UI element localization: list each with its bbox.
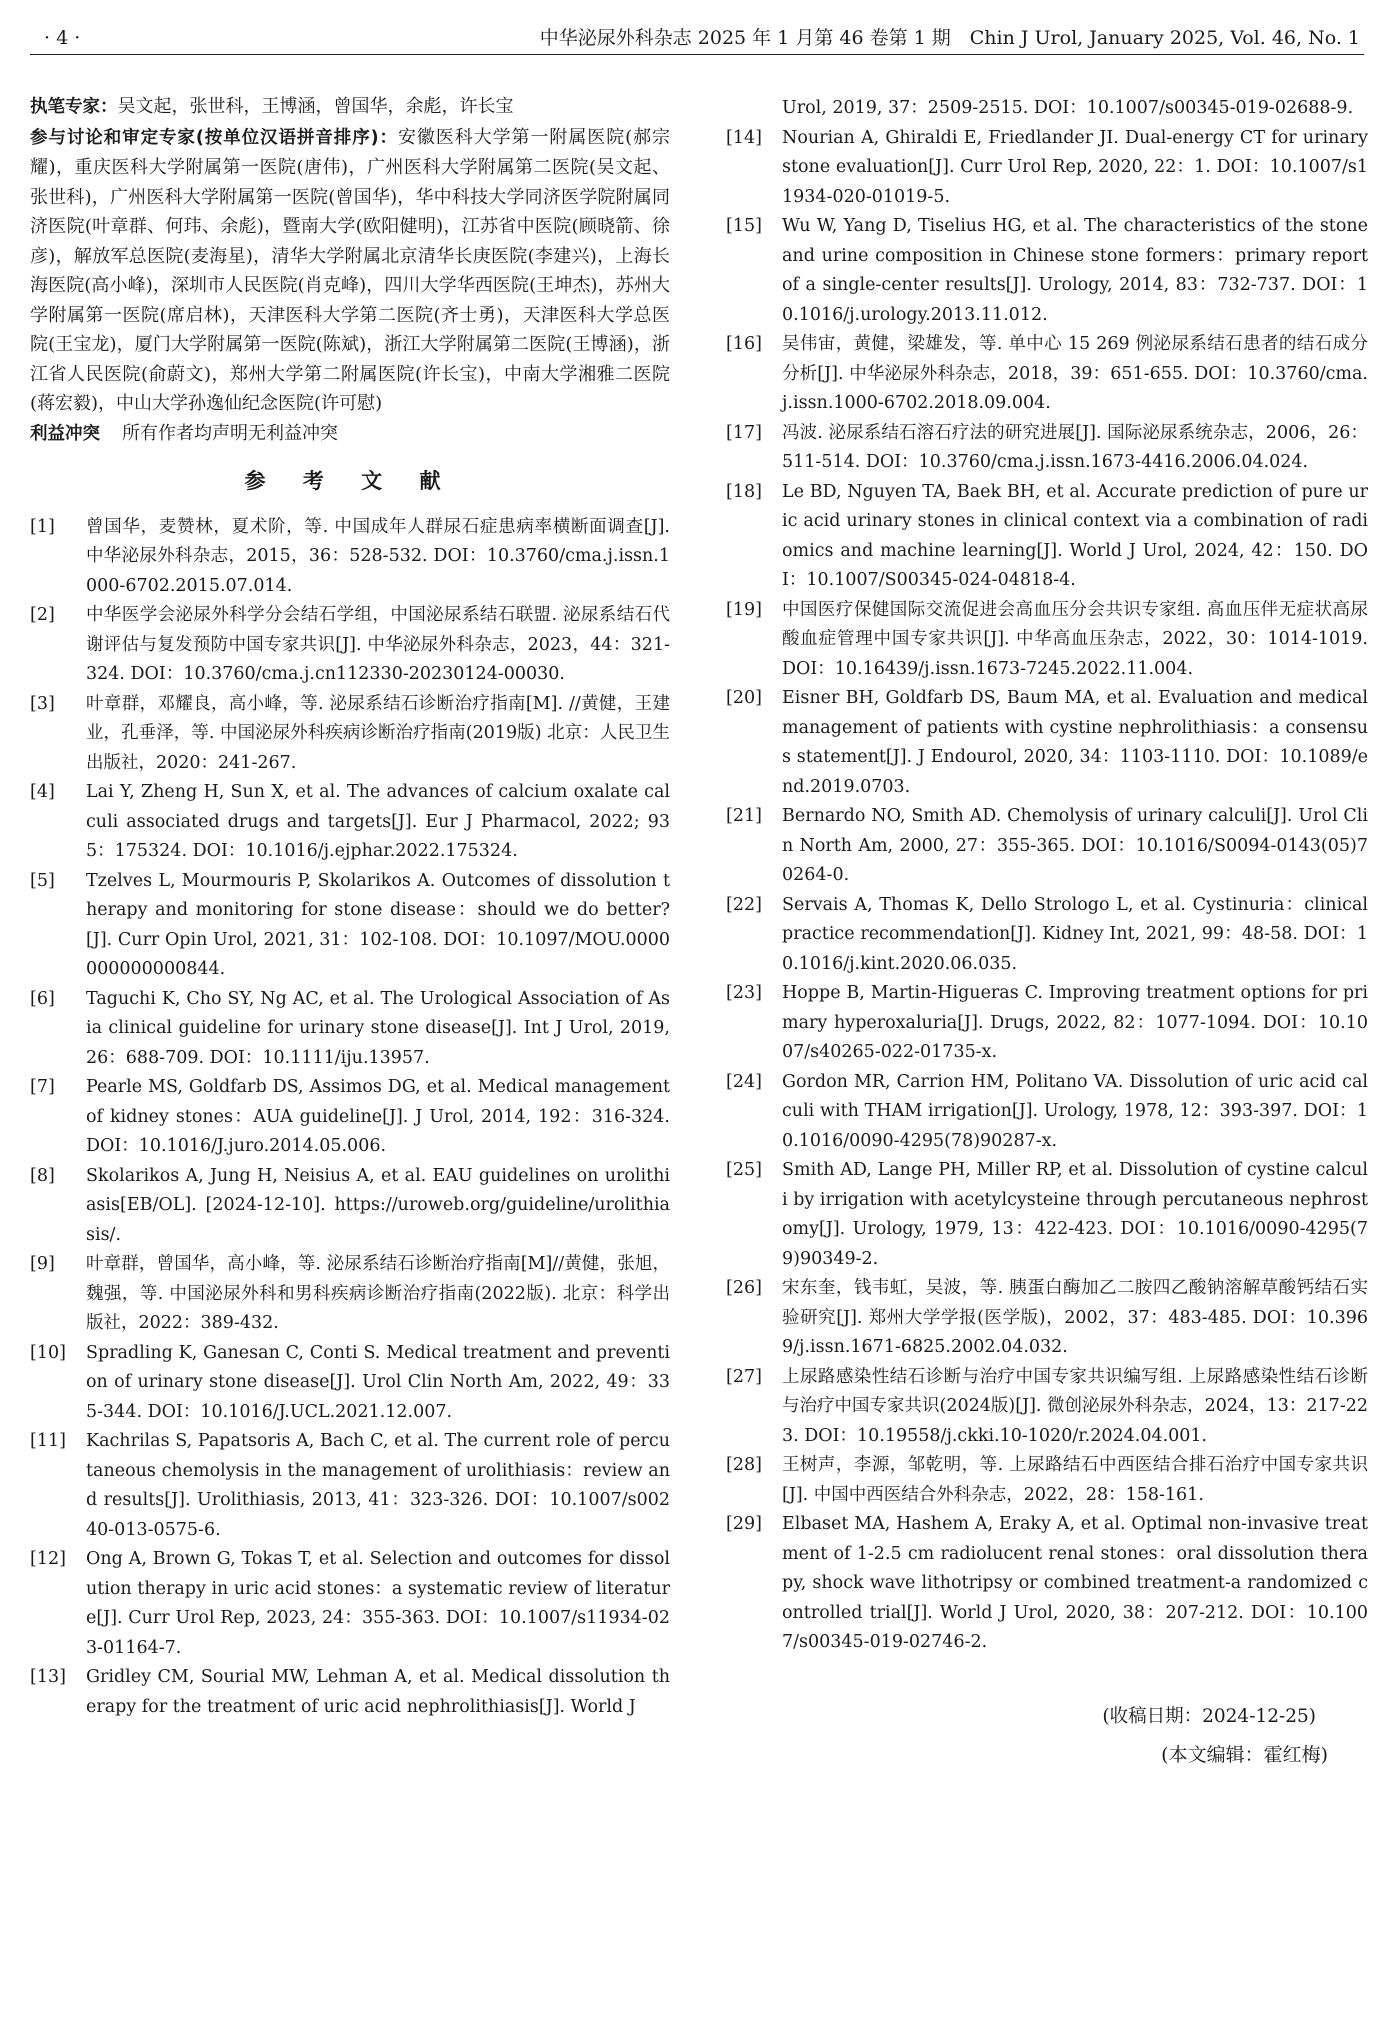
reference-list-right [726, 94, 1368, 1658]
reference-text: 曾国华，麦赞林，夏术阶，等. 中国成年人群尿石症患病率横断面调查[J]. 中华泌尿外科杂志，2015，36：528-532. DOI：10.3760/cma.j.issn.1000-6702.2015.07.014. [86, 516, 670, 596]
reference-number: [10] [30, 1342, 66, 1363]
reference-text: Tzelves L, Mourmouris P, Skolarikos A. Outcomes of dissolution therapy and monitoring for stone disease：should we do better? [J]. Curr Opin Urol, 2021, 31：102-108. DOI：10.1097/MOU.0000000000000844. [86, 870, 670, 979]
reference-item [30, 1073, 670, 1162]
reference-item [726, 1274, 1368, 1363]
reference-text: 吴伟宙，黄健，梁雄发，等. 单中心 15 269 例泌尿系结石患者的结石成分分析[J]. 中华泌尿外科杂志，2018，39：651-655. DOI：10.3760/cma.j.issn.1000-6702.2018.09.004. [782, 334, 1368, 413]
reference-text: Skolarikos A, Jung H, Neisius A, et al. EAU guidelines on urolithiasis[EB/OL]. [2024-12-10]. https://uroweb.org/guideline/urolithiasis/. [86, 1165, 670, 1245]
editor-note: (本文编辑：霍红梅) [1161, 1743, 1328, 1766]
reference-number: [21] [726, 806, 762, 826]
reference-number: [20] [726, 688, 762, 708]
reference-number: [8] [30, 1165, 55, 1186]
reference-text: Urol, 2019, 37：2509-2515. DOI：10.1007/s00345-019-02688-9. [782, 98, 1354, 118]
conflict-paragraph [30, 419, 670, 450]
reviewers-label: 参与讨论和审定专家(按单位汉语拼音排序)： [30, 127, 398, 148]
reference-item [726, 891, 1368, 980]
reference-text: Smith AD, Lange PH, Miller RP, et al. Dissolution of cystine calculi by irrigation with acetylcysteine through percutaneous nephrostomy[J]. Urology, 1979, 13：422-423. DOI：10.1016/0090-4295(79)90349-2. [782, 1160, 1368, 1269]
reference-number: [28] [726, 1455, 762, 1475]
reference-text: Gridley CM, Sourial MW, Lehman A, et al. Medical dissolution therapy for the treatment of uric acid nephrolithiasis[J]. World J [86, 1667, 670, 1717]
reference-item [30, 867, 670, 985]
page-number: · 4 · [44, 27, 81, 49]
reference-number: [14] [726, 127, 762, 148]
reference-text: Le BD, Nguyen TA, Baek BH, et al. Accurate prediction of pure uric acid urinary stones in clinical context via a combination of radiomics and machine learning[J]. World J Urol, 2024, 42：150. DOI：10.1007/S00345-024-04818-4. [782, 481, 1368, 590]
reference-text: Pearle MS, Goldfarb DS, Assimos DG, et al. Medical management of kidney stones：AUA guideline[J]. J Urol, 2014, 192：316-324. DOI：10.1016/J.juro.2014.05.006. [86, 1077, 670, 1156]
references-heading: 参 考 文 献 [244, 469, 456, 493]
reference-number: [13] [30, 1667, 66, 1687]
reference-number: [1] [30, 516, 55, 537]
reference-text: Lai Y, Zheng H, Sun X, et al. The advances of calcium oxalate calculi associated drugs and targets[J]. Eur J Pharmacol, 2022; 935：175324. DOI：10.1016/j.ejphar.2022.175324. [86, 782, 670, 861]
reference-item [726, 1510, 1368, 1658]
writers-label: 执笔专家： [30, 97, 118, 117]
reference-text: 叶章群，邓耀良，高小峰，等. 泌尿系结石诊断治疗指南[M]. //黄健，王建业，孔垂泽，等. 中国泌尿外科疾病诊断治疗指南(2019版) 北京：人民卫生出版社，2020：241-267. [86, 693, 670, 773]
reference-list-left [30, 513, 670, 1723]
reference-item [726, 330, 1368, 419]
reference-item [726, 979, 1368, 1068]
writers-text: 吴文起，张世科，王博涵，曾国华，余彪，许长宝 [117, 96, 514, 117]
reference-item [30, 690, 670, 779]
journal-citation: 中华泌尿外科杂志 2025 年 1 月第 46 卷第 1 期 Chin J Urol, January 2025, Vol. 46, No. 1 [539, 27, 1360, 49]
right-column [726, 94, 1368, 1774]
reference-number: [18] [726, 481, 762, 502]
reference-text: Hoppe B, Martin-Higueras C. Improving treatment options for primary hyperoxaluria[J]. Drugs, 2022, 82：1077-1094. DOI：10.1007/s40265-022-01735-x. [782, 983, 1368, 1062]
reference-item [726, 1068, 1368, 1157]
reference-number: [26] [726, 1278, 762, 1298]
reference-number: [9] [30, 1254, 55, 1274]
reference-item [726, 212, 1368, 330]
reference-number: [11] [30, 1431, 66, 1451]
writers-paragraph [30, 92, 670, 123]
reference-item [726, 684, 1368, 802]
reference-text: Elbaset MA, Hashem A, Eraky A, et al. Optimal non-invasive treatment of 1-2.5 cm radiolucent renal stones：oral dissolution therapy, shock wave lithotripsy or combined treatment-a randomized controlled trial[J]. World J Urol, 2020, 38：207-212. DOI：10.1007/s00345-019-02746-2. [782, 1514, 1368, 1652]
reference-text: Ong A, Brown G, Tokas T, et al. Selection and outcomes for dissolution therapy in uric acid stones：a systematic review of literature[J]. Curr Urol Rep, 2023, 24：355-363. DOI：10.1007/s11934-023-01164-7. [86, 1549, 670, 1658]
reference-item [726, 1451, 1368, 1510]
reference-number: [27] [726, 1366, 762, 1387]
reference-item [726, 94, 1368, 124]
reference-text: Taguchi K, Cho SY, Ng AC, et al. The Urological Association of Asia clinical guideline for urinary stone disease[J]. Int J Urol, 2019, 26：688-709. DOI：10.1111/iju.13957. [86, 988, 670, 1068]
running-header [30, 24, 1364, 55]
reference-item [726, 478, 1368, 596]
reference-item [30, 1545, 670, 1663]
reference-item [726, 596, 1368, 685]
left-column [30, 92, 670, 1722]
reference-number: [3] [30, 693, 55, 714]
reference-item [726, 419, 1368, 478]
reference-number: [23] [726, 983, 762, 1003]
reference-text: Eisner BH, Goldfarb DS, Baum MA, et al. Evaluation and medical management of patients with cystine nephrolithiasis：a consensus statement[J]. J Endourol, 2020, 34：1103-1110. DOI：10.1089/end.2019.0703. [782, 688, 1368, 797]
reference-item [30, 1339, 670, 1428]
reference-item [726, 124, 1368, 213]
reference-item [30, 601, 670, 690]
received-date: (收稿日期：2024-12-25) [1102, 1705, 1316, 1727]
reference-number: [12] [30, 1549, 66, 1569]
reference-text: 冯波. 泌尿系结石溶石疗法的研究进展[J]. 国际泌尿系统杂志，2006，26：511-514. DOI：10.3760/cma.j.issn.1673-4416.2006.04.024. [782, 422, 1368, 472]
reference-text: Servais A, Thomas K, Dello Strologo L, et al. Cystinuria：clinical practice recommendation[J]. Kidney Int, 2021, 99：48-58. DOI：10.1016/j.kint.2020.06.035. [782, 894, 1368, 974]
reviewers-paragraph [30, 123, 670, 419]
reference-text: Nourian A, Ghiraldi E, Friedlander JI. Dual-energy CT for urinary stone evaluation[J]. Curr Urol Rep, 2020, 22：1. DOI：10.1007/s11934-020-01019-5. [782, 127, 1368, 207]
reference-item [30, 778, 670, 867]
reference-number: [22] [726, 894, 762, 915]
reference-item [726, 1156, 1368, 1274]
conflict-label: 利益冲突 [30, 423, 100, 444]
conflict-text: 所有作者均声明无利益冲突 [122, 422, 338, 444]
reference-number: [16] [726, 334, 762, 354]
reference-number: [24] [726, 1071, 762, 1092]
reference-number: [7] [30, 1077, 55, 1097]
reference-text: Gordon MR, Carrion HM, Politano VA. Dissolution of uric acid calculi with THAM irrigation[J]. Urology, 1978, 12：393-397. DOI：10.1016/0090-4295(78)90287-x. [782, 1071, 1368, 1151]
reference-text: 王树声，李源，邹乾明，等. 上尿路结石中西医结合排石治疗中国专家共识[J]. 中国中西医结合外科杂志，2022，28：158-161. [782, 1455, 1368, 1505]
reference-item [30, 1250, 670, 1339]
reference-text: 叶章群，曾国华，高小峰，等. 泌尿系结石诊断治疗指南[M]//黄健，张旭，魏强，等. 中国泌尿外科和男科疾病诊断治疗指南(2022版). 北京：科学出版社，2022：389-432. [86, 1254, 670, 1333]
reference-text: 上尿路感染性结石诊断与治疗中国专家共识编写组. 上尿路感染性结石诊断与治疗中国专家共识(2024版)[J]. 微创泌尿外科杂志，2024，13：217-223. DOI：10.19558/j.ckki.10-1020/r.2024.04.001. [782, 1366, 1368, 1446]
reference-item [726, 802, 1368, 891]
reference-text: Kachrilas S, Papatsoris A, Bach C, et al. The current role of percutaneous chemolysis in the management of urolithiasis：review and results[J]. Urolithiasis, 2013, 41：323-326. DOI：10.1007/s00240-013-0575-6. [86, 1431, 670, 1540]
reviewers-text: 安徽医科大学第一附属医院(郝宗耀)，重庆医科大学附属第一医院(唐伟)，广州医科大学附属第二医院(吴文起、张世科)，广州医科大学附属第一医院(曾国华)，华中科技大学同济医学院附属同济医院(叶章群、何玮、余彪)，暨南大学(欧阳健明)，江苏省中医院(顾晓箭、徐彦)，解放军总医院(麦海星)，清华大学附属北京清华长庚医院(李建兴)，上海长海医院(高小峰)，深圳市人民医院(肖克峰)，四川大学华西医院(王坤杰)，苏州大学附属第一医院(席启林)，天津医科大学第二医院(齐士勇)，天津医科大学总医院(王宝龙)，厦门大学附属第一医院(陈斌)，浙江大学附属第二医院(王博涵)，浙江省人民医院(俞蔚文)，郑州大学第二附属医院(许长宝)，中南大学湘雅二医院(蒋宏毅)，中山大学孙逸仙纪念医院(许可慰) [30, 126, 670, 414]
reference-text: Wu W, Yang D, Tiselius HG, et al. The characteristics of the stone and urine composition in Chinese stone formers：primary report of a single-center results[J]. Urology, 2014, 83：732-737. DOI：10.1016/j.urology.2013.11.012. [782, 216, 1368, 325]
reference-text: Bernardo NO, Smith AD. Chemolysis of urinary calculi[J]. Urol Clin North Am, 2000, 27：355-365. DOI：10.1016/S0094-0143(05)70264-0. [782, 806, 1368, 885]
reference-item [30, 1663, 670, 1722]
reference-text: 宋东奎，钱韦虹，吴波，等. 胰蛋白酶加乙二胺四乙酸钠溶解草酸钙结石实验研究[J]. 郑州大学学报(医学版)，2002，37：483-485. DOI：10.3969/j.issn.1671-6825.2002.04.032. [782, 1278, 1368, 1357]
reference-number: [15] [726, 216, 762, 236]
reference-text: 中国医疗保健国际交流促进会高血压分会共识专家组. 高血压伴无症状高尿酸血症管理中国专家共识[J]. 中华高血压杂志，2022，30：1014-1019. DOI：10.16439/j.issn.1673-7245.2022.11.004. [782, 599, 1368, 679]
reference-number: [6] [30, 988, 55, 1009]
reference-item [30, 1427, 670, 1545]
reference-text: 中华医学会泌尿外科学分会结石学组，中国泌尿系结石联盟. 泌尿系结石代谢评估与复发预防中国专家共识[J]. 中华泌尿外科杂志，2023，44：321-324. DOI：10.3760/cma.j.cn112330-20230124-00030. [86, 605, 670, 684]
reference-number: [17] [726, 422, 762, 443]
reference-item [30, 1162, 670, 1251]
reference-number: [4] [30, 782, 55, 802]
reference-text: Spradling K, Ganesan C, Conti S. Medical treatment and prevention of urinary stone disease[J]. Urol Clin North Am, 2022, 49：335-344. DOI：10.1016/J.UCL.2021.12.007. [86, 1342, 670, 1422]
reference-item [30, 513, 670, 602]
reference-number: [29] [726, 1514, 762, 1534]
reference-number: [2] [30, 605, 55, 625]
reference-item [30, 985, 670, 1074]
reference-number: [25] [726, 1160, 762, 1180]
reference-item [726, 1363, 1368, 1452]
reference-number: [5] [30, 870, 55, 891]
reference-number: [19] [726, 599, 762, 620]
